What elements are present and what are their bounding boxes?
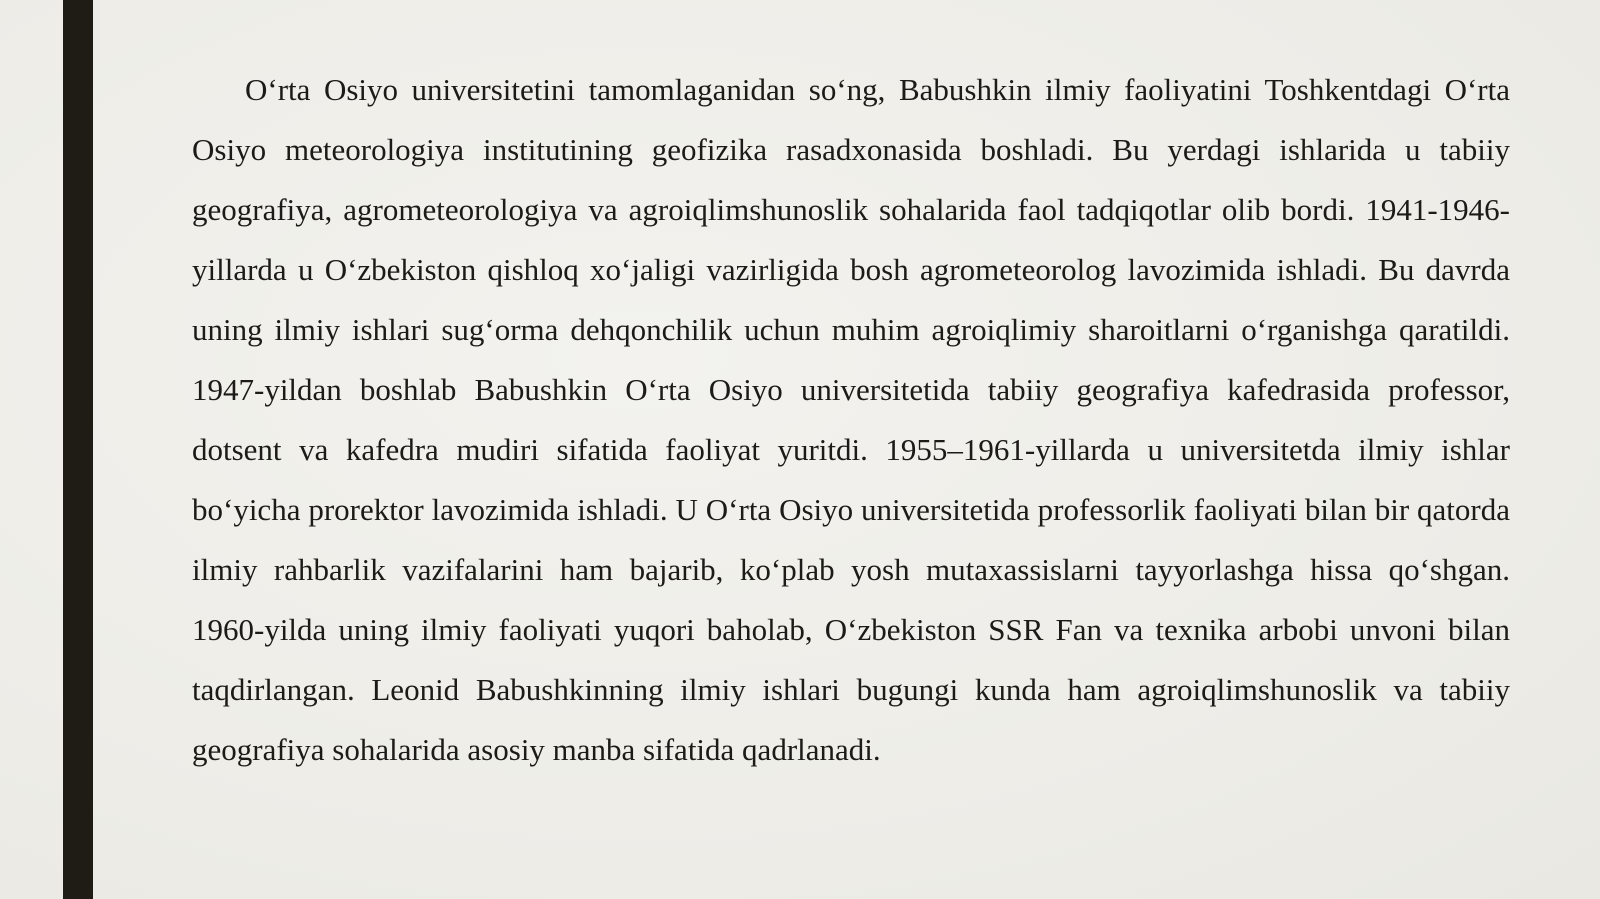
slide-content	[192, 60, 1526, 780]
accent-bar	[63, 0, 93, 899]
body-paragraph: O‘rta Osiyo universitetini tamomlaganidan so‘ng, Babushkin ilmiy faoliyatini Toshkentdagi O‘rta Osiyo meteorologiya institutining geofizika rasadxonasida boshladi. Bu yerdagi ishlarida u tabiiy geografiya, agrometeorologiya va agroiqlimshunoslik sohalarida faol tadqiqotlar olib bordi. 1941-1946-yillarda u O‘zbekiston qishloq xo‘jaligi vazirligida bosh agrometeorolog lavozimida ishladi. Bu davrda uning ilmiy ishlari sug‘orma dehqonchilik uchun muhim agroiqlimiy sharoitlarni o‘rganishga qaratildi. 1947-yildan boshlab Babushkin O‘rta Osiyo universitetida tabiiy geografiya kafedrasida professor, dotsent va kafedra mudiri sifatida faoliyat yuritdi. 1955–1961-yillarda u universitetda ilmiy ishlar bo‘yicha prorektor lavozimida ishladi. U O‘rta Osiyo universitetida professorlik faoliyati bilan bir qatorda ilmiy rahbarlik vazifalarini ham bajarib, ko‘plab yosh mutaxassislarni tayyorlashga hissa qo‘shgan. 1960-yilda uning ilmiy faoliyati yuqori baholab, O‘zbekiston SSR Fan va texnika arbobi unvoni bilan taqdirlangan. Leonid Babushkinning ilmiy ishlari bugungi kunda ham agroiqlimshunoslik va tabiiy geografiya sohalarida asosiy manba sifatida qadrlanadi.	[192, 72, 1526, 767]
